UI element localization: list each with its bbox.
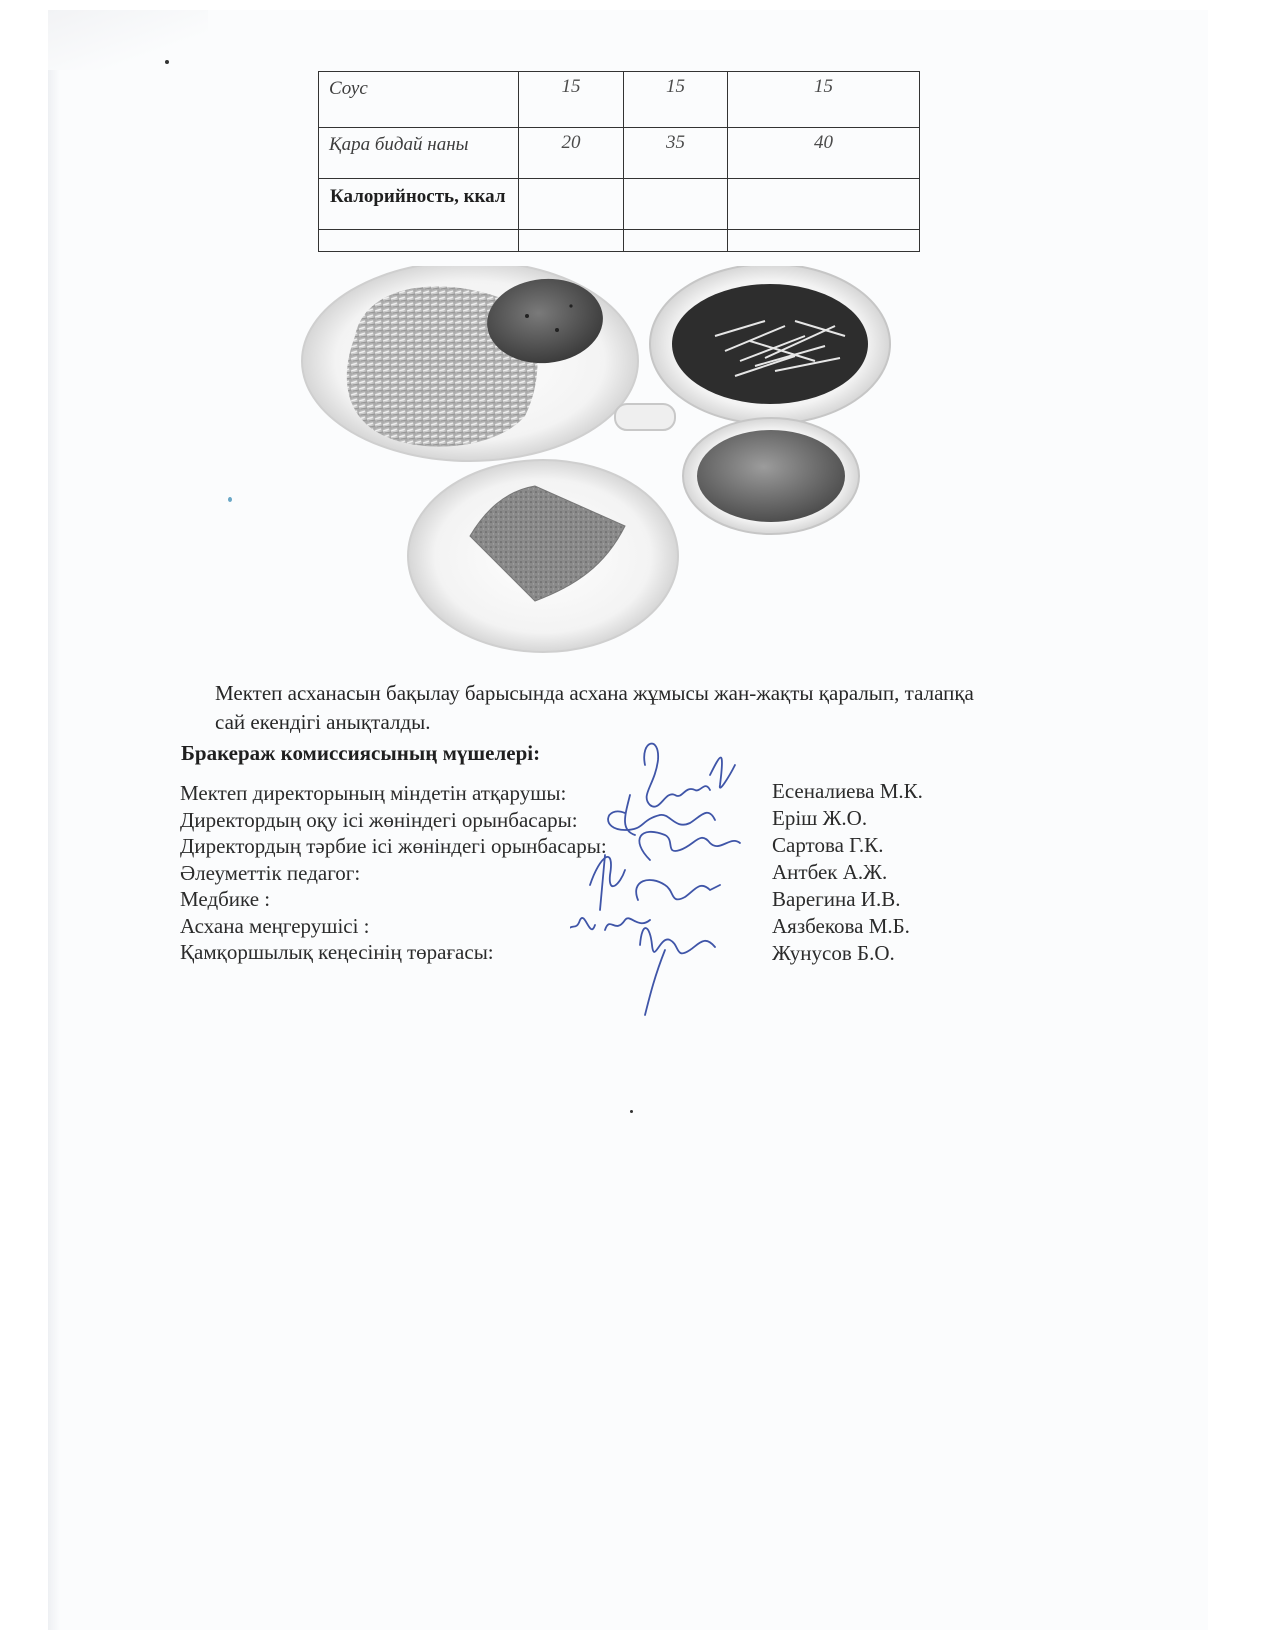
conclusion-paragraph — [180, 679, 1080, 737]
table-cell — [319, 128, 519, 179]
table-cell — [319, 179, 519, 230]
table-cell — [624, 128, 728, 179]
cell-value: 15 — [561, 76, 581, 97]
beet-salad — [672, 284, 868, 404]
table-cell — [319, 72, 519, 128]
table-cell — [319, 230, 519, 252]
member-role: Мектеп директорының міндетін атқарушы: — [180, 781, 567, 805]
cell-value — [728, 230, 919, 234]
member-name: Еріш Ж.О. — [772, 806, 868, 830]
row-label: Қара бидай наны — [329, 134, 469, 155]
cell-value: 15 — [814, 76, 833, 97]
table-cell — [728, 179, 920, 230]
member-role: Медбике : — [180, 887, 271, 911]
member-name: Антбек А.Ж. — [772, 860, 888, 884]
member-name: Жунусов Б.О. — [772, 941, 895, 965]
member-role: Директордың тәрбие ісі жөніндегі орынбасары: — [180, 834, 607, 858]
member-name: Есеналиева М.К. — [772, 779, 923, 803]
table-row — [319, 230, 920, 252]
table-row — [319, 72, 920, 128]
member-role: Директордың оқу ісі жөніндегі орынбасары: — [180, 807, 578, 832]
table-cell — [519, 72, 624, 128]
cell-value — [728, 179, 919, 183]
paragraph-line: сай екендігі анықталды. — [215, 710, 431, 734]
row-label: Соус — [329, 78, 368, 99]
member-name: Варегина И.В. — [772, 887, 901, 911]
table-cell — [728, 230, 920, 252]
table-row — [319, 179, 920, 230]
table-cell — [624, 230, 728, 252]
scan-speck — [630, 1110, 633, 1113]
cell-value — [624, 179, 727, 183]
member-role: Асхана меңгерушісі : — [180, 913, 370, 938]
table-cell — [519, 230, 624, 252]
cell-value — [519, 230, 623, 234]
table-cell — [519, 179, 624, 230]
cell-value: 35 — [666, 132, 685, 153]
row-label — [319, 230, 518, 236]
scan-speck — [165, 60, 169, 64]
commission-heading: Бракераж комиссиясының мүшелері: — [181, 741, 541, 765]
row-label: Калорийность, ккал — [330, 186, 506, 207]
member-name: Сартова Г.К. — [772, 833, 884, 857]
member-role: Қамқоршылық кеңесінің төрағасы: — [180, 940, 494, 964]
commission-names — [772, 778, 923, 967]
cell-value: 15 — [666, 76, 685, 97]
cell-value — [519, 179, 623, 183]
table-cell — [728, 128, 920, 179]
scan-speck — [228, 497, 232, 502]
table-cell — [519, 128, 624, 179]
cell-value: 40 — [814, 132, 833, 153]
nutrition-table — [318, 71, 920, 252]
member-role: Әлеуметтік педагог: — [180, 860, 361, 885]
food-photo — [295, 266, 945, 656]
cell-value: 20 — [561, 132, 581, 153]
cell-value — [624, 230, 727, 234]
member-name: Аязбекова М.Б. — [772, 914, 910, 938]
cup-handle — [615, 404, 675, 430]
commission-roles — [180, 780, 607, 966]
paragraph-line: Мектеп асханасын бақылау барысында асхана жұмысы жан-жақты қаралып, талапқа — [215, 681, 974, 705]
table-cell — [624, 72, 728, 128]
table-cell — [728, 72, 920, 128]
scan-edge-shadow — [48, 10, 60, 1630]
table-row — [319, 128, 920, 179]
table-cell — [624, 179, 728, 230]
tea — [697, 430, 845, 522]
page-corner — [48, 10, 208, 70]
